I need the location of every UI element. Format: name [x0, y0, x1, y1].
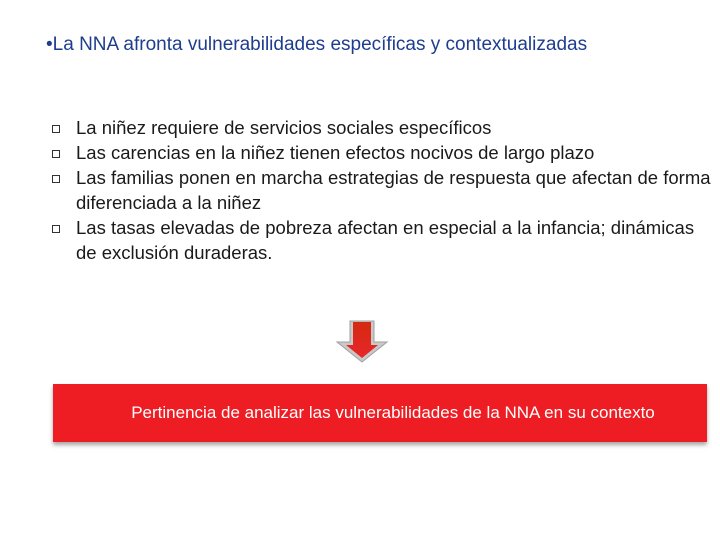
- hollow-square-icon: [52, 125, 60, 133]
- hollow-square-icon: [52, 150, 60, 158]
- bullet-item: [52, 140, 712, 165]
- bullet-list: [52, 115, 712, 265]
- hollow-square-icon: [52, 175, 60, 183]
- bullet-item: [52, 215, 712, 265]
- conclusion-box: [53, 384, 707, 442]
- bullet-text: La niñez requiere de servicios sociales específicos: [76, 117, 492, 138]
- bullet-item: [52, 115, 712, 140]
- hollow-square-icon: [52, 225, 60, 233]
- conclusion-text: Pertinencia de analizar las vulnerabilidades de la NNA en su contexto: [131, 403, 655, 422]
- bullet-item: [52, 165, 712, 215]
- title-bullet: •: [46, 34, 53, 55]
- bullet-text: Las tasas elevadas de pobreza afectan en especial a la infancia; dinámicas de exclusión duraderas.: [76, 217, 695, 263]
- bullet-text: Las familias ponen en marcha estrategias de respuesta que afectan de forma diferenciada a la niñez: [76, 167, 711, 213]
- bullet-text: Las carencias en la niñez tienen efectos nocivos de largo plazo: [76, 142, 595, 163]
- slide-title: [46, 32, 706, 58]
- down-arrow-icon: [334, 318, 390, 364]
- slide-title-text: La NNA afronta vulnerabilidades específicas y contextualizadas: [52, 34, 588, 55]
